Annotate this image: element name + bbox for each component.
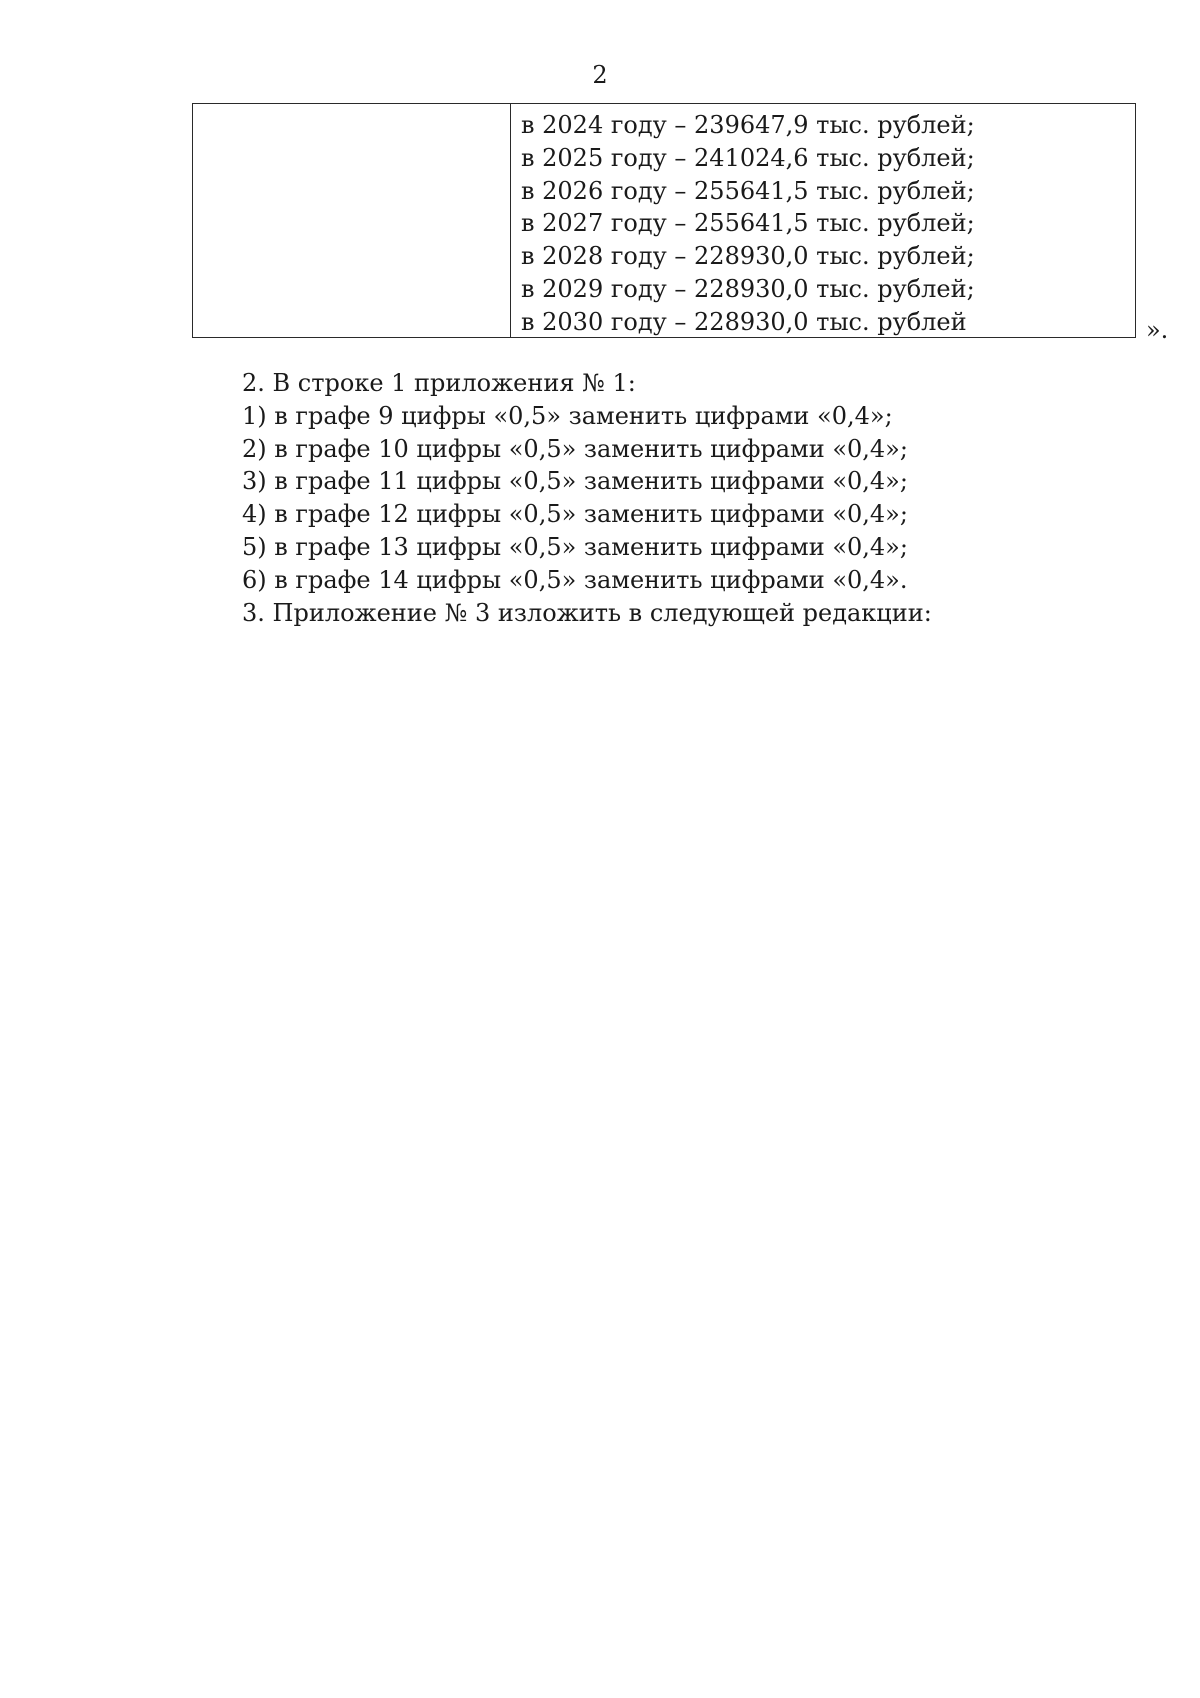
- funding-table: [192, 103, 1136, 338]
- amendment-item: 3) в графе 11 цифры «0,5» заменить цифрами «0,4»;: [242, 467, 908, 496]
- closing-quote: ».: [1146, 316, 1169, 344]
- funding-line-2029: в 2029 году – 228930,0 тыс. рублей;: [521, 274, 975, 303]
- funding-line-2024: в 2024 году – 239647,9 тыс. рублей;: [521, 111, 975, 139]
- page-number: 2: [592, 61, 608, 89]
- amendment-item: 5) в графе 13 цифры «0,5» заменить цифрами «0,4»;: [242, 532, 908, 561]
- funding-line-2027: в 2027 году – 255641,5 тыс. рублей;: [521, 209, 975, 238]
- funding-by-year-list: [521, 109, 1125, 339]
- funding-line-2026: в 2026 году – 255641,5 тыс. рублей;: [521, 176, 975, 205]
- funding-line-2030: в 2030 году – 228930,0 тыс. рублей: [521, 307, 967, 336]
- amendments-body: [242, 367, 932, 629]
- amendment-item: 6) в графе 14 цифры «0,5» заменить цифрами «0,4».: [242, 565, 908, 594]
- amendment-item: 4) в графе 12 цифры «0,5» заменить цифрами «0,4»;: [242, 500, 908, 529]
- funding-line-2028: в 2028 году – 228930,0 тыс. рублей;: [521, 242, 975, 271]
- section-2-items: [242, 400, 932, 597]
- table-column-divider: [510, 104, 511, 337]
- amendment-item: 2) в графе 10 цифры «0,5» заменить цифрами «0,4»;: [242, 434, 908, 463]
- section-2-heading: 2. В строке 1 приложения № 1:: [242, 369, 636, 397]
- section-3-text: 3. Приложение № 3 изложить в следующей редакции:: [242, 598, 932, 627]
- funding-line-2025: в 2025 году – 241024,6 тыс. рублей;: [521, 143, 975, 172]
- amendment-item: 1) в графе 9 цифры «0,5» заменить цифрами «0,4»;: [242, 401, 893, 430]
